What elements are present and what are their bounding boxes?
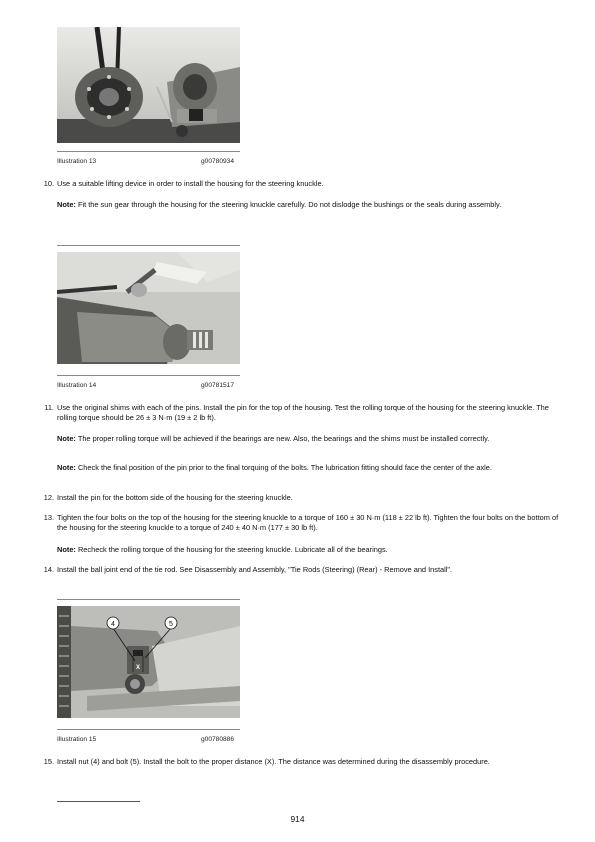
step-number: 11. (44, 403, 54, 412)
step-10 (38, 179, 563, 189)
callout-4: 4 (111, 621, 115, 628)
step-number: 14. (43, 565, 54, 574)
illustration-14-code: g00781517 (201, 382, 235, 389)
illustration-15-code: g00780886 (201, 736, 235, 743)
step-13 (38, 513, 563, 533)
illustration-15-top-rule (57, 599, 240, 600)
step-number: 12. (43, 493, 54, 502)
note-label: Note: (57, 545, 76, 554)
note-text: The proper rolling torque will be achieved if the bearings are new. Also, the bearings and the shims must be installed correctly. (77, 434, 490, 443)
step-text: Use a suitable lifting device in order to install the housing for the steering knuckle. (57, 179, 324, 188)
step-text: Install the pin for the bottom side of the housing for the steering knuckle. (57, 493, 293, 502)
note-rolling-torque (57, 434, 562, 444)
illustration-13-photo (57, 27, 240, 143)
note-label: Note: (57, 200, 76, 209)
note-sun-gear (57, 200, 562, 210)
step-text: Install nut (4) and bolt (5). Install the bolt to the proper distance (X). The distance was determined during the disassembly procedure. (57, 757, 490, 766)
illustration-13-rule (57, 151, 240, 152)
step-number: 15. (43, 757, 54, 766)
note-text: Recheck the rolling torque of the housing for the steering knuckle. Lubricate all of the bearings. (77, 545, 388, 554)
illustration-14-top-rule (57, 245, 240, 246)
illustration-15-label: Illustration 15 (57, 736, 97, 743)
step-text: Use the original shims with each of the pins. Install the pin for the top of the housing. Test the rolling torque of the housing for the steering knuckle. The rolling torque should be 26 ± 3 N·m (19 ± 2 lb ft). (57, 403, 549, 422)
illustration-14-bottom-rule (57, 375, 240, 376)
step-number: 10. (43, 179, 54, 188)
illustration-13-label: Illustration 13 (57, 158, 97, 165)
illustration-15-photo (57, 606, 240, 718)
callout-5: 5 (169, 621, 173, 628)
illustration-14-photo (57, 252, 240, 364)
illustration-13-code: g00780934 (201, 158, 235, 165)
note-pin-position (57, 463, 562, 473)
note-text: Fit the sun gear through the housing for the steering knuckle carefully. Do not dislodge the bushings or the seals during assembly. (77, 200, 502, 209)
step-15 (38, 757, 563, 777)
step-14 (38, 565, 563, 575)
note-text: Check the final position of the pin prior to the final torquing of the bolts. The lubrication fitting should face the center of the axle. (77, 463, 492, 472)
footer-rule (57, 801, 140, 802)
note-label: Note: (57, 434, 76, 443)
illustration-14-label: Illustration 14 (57, 382, 97, 389)
step-12 (38, 493, 563, 503)
note-recheck (57, 545, 562, 555)
step-text: Tighten the four bolts on the top of the housing for the steering knuckle to a torque of 160 ± 30 N·m (118 ± 22 lb ft). Tighten the four bolts on the bottom of the housing for the steering knuckle to a torque of 240 ± 40 N·m (177 ± 30 lb ft). (57, 513, 559, 532)
note-label: Note: (57, 463, 76, 472)
callout-x: X (135, 665, 141, 671)
page-number: 914 (290, 814, 305, 824)
illustration-15-bottom-rule (57, 729, 240, 730)
step-number: 13. (43, 513, 54, 522)
step-text: Install the ball joint end of the tie rod. See Disassembly and Assembly, "Tie Rods (Steering) (Rear) - Remove and Install". (57, 565, 453, 574)
step-11 (38, 403, 563, 423)
